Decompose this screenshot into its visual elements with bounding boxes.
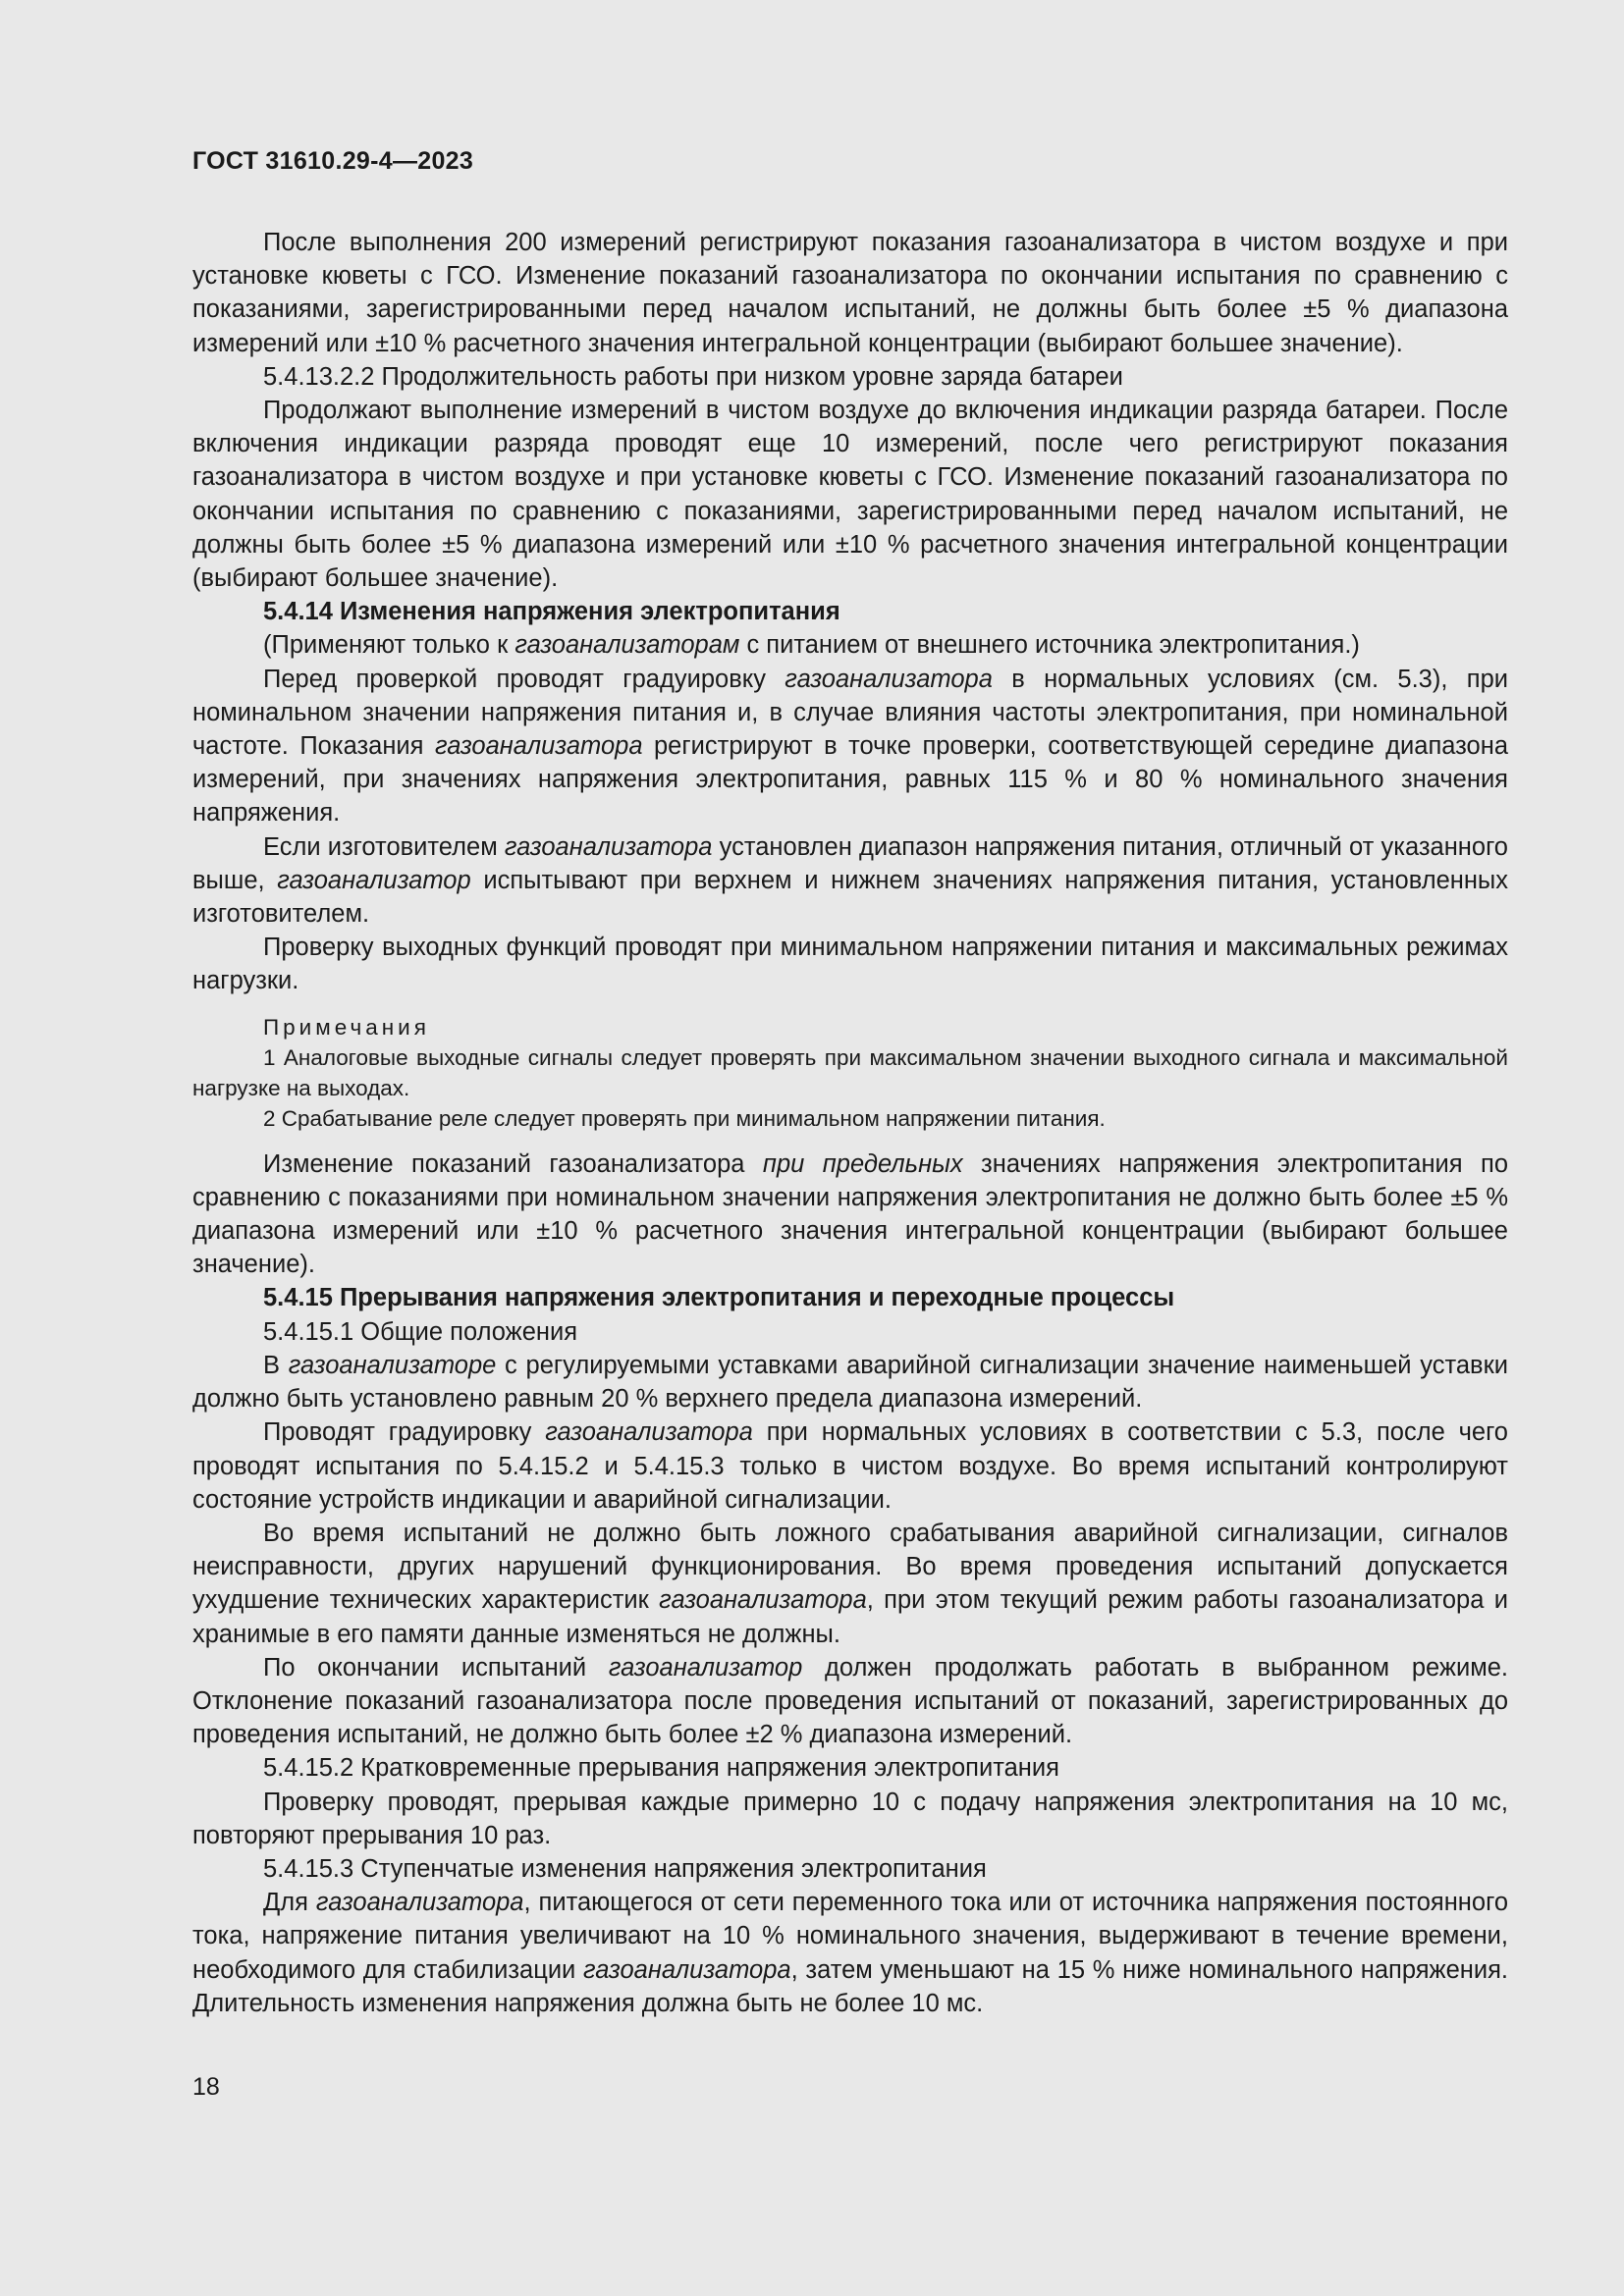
section-heading [192, 1315, 1508, 1349]
text-run: , затем уменьшают на 15 % ниже номинального напряжения. Длительность изменения напряжения должна быть не более 10 мс. [192, 1955, 1508, 2017]
text-run: 5.4.15.1 Общие положения [263, 1317, 578, 1346]
italic-term: газоанализатора [659, 1586, 867, 1615]
text-run: Если изготовителем [263, 832, 505, 861]
text-run: 5.4.15.2 Кратковременные прерывания напряжения электропитания [263, 1754, 1059, 1783]
italic-term: газоанализаторе [288, 1351, 497, 1379]
text-run: установлен диапазон напряжения питания, отличный от указанного выше, [192, 832, 1508, 894]
italic-term: газоанализаторам [514, 631, 740, 660]
note-item: 1 Аналоговые выходные сигналы следует проверять при максимальном значении выходного сигнала и максимальной нагрузке на выходах. [192, 1044, 1508, 1100]
italic-term: газоанализатора [583, 1955, 791, 1984]
text-run: значениях напряжения электропитания по сравнению с показаниями при номинальном значении напряжения электропитания не должно быть более ±5 % диапазона измерений или ±10 % расчетного значения интегральной концентрации (выбирают большее значение). [192, 1149, 1509, 1279]
document-header: ГОСТ 31610.29-4—2023 [192, 147, 474, 175]
text-run: , питающегося от сети переменного тока или от источника напряжения постоянного тока, напряжение питания увеличивают на 10 % номинального значения, выдерживают в течение времени, необходимого для стабилизации [192, 1889, 1508, 1984]
text-run: должен продолжать работать в выбранном режиме. Отклонение показаний газоанализатора после проведения испытаний от показаний, зарегистрированных до проведения испытаний, не должно быть более ±2 % диапазона измерений. [192, 1653, 1508, 1749]
body-paragraph [192, 1148, 1508, 1282]
section-heading [192, 1751, 1508, 1785]
text-run: (Применяют только к [263, 631, 515, 660]
body-paragraph [192, 1349, 1508, 1415]
text-run: 5.4.14 Изменения напряжения электропитания [263, 598, 840, 626]
italic-term: газоанализатора [315, 1889, 524, 1917]
page-number: 18 [192, 2073, 220, 2101]
text-run: Проверку выходных функций проводят при минимальном напряжении питания и максимальных режимах нагрузки. [192, 934, 1508, 995]
italic-term: газоанализатор [277, 866, 471, 894]
text-run: 5.4.15 Прерывания напряжения электропитания и переходные процессы [263, 1284, 1175, 1312]
body-paragraph [192, 1415, 1508, 1517]
body-paragraph [192, 394, 1508, 595]
body-paragraph [192, 1651, 1508, 1752]
body-paragraph [192, 1517, 1508, 1651]
text-run: 5.4.13.2.2 Продолжительность работы при низком уровне заряда батареи [263, 362, 1123, 391]
text-run: Во время испытаний не должно быть ложного срабатывания аварийной сигнализации, сигналов неисправности, других нарушений функционирования. Во время проведения испытаний допускается ухудшение технических характеристик [192, 1519, 1508, 1615]
text-run: Перед проверкой проводят градуировку [263, 665, 785, 693]
text-run: Проводят градуировку [263, 1418, 546, 1447]
text-run: с регулируемыми уставками аварийной сигнализации значение наименьшей уставки должно быть установлено равным 20 % верхнего предела диапазона измерений. [192, 1351, 1509, 1414]
text-run: Проверку проводят, прерывая каждые примерно 10 с подачу напряжения электропитания на 10 мс, повторяют прерывания 10 раз. [192, 1788, 1508, 1849]
text-run: регистрируют в точке проверки, соответствующей середине диапазона измерений, при значениях напряжения электропитания, равных 115 % и 80 % номинального значения напряжения. [192, 732, 1508, 828]
text-run: испытывают при верхнем и нижнем значениях напряжения питания, установленных изготовителем. [192, 866, 1508, 929]
body-paragraph [192, 931, 1508, 997]
text-run: с питанием от внешнего источника электропитания.) [739, 631, 1360, 660]
text-run: в нормальных условиях (см. 5.3), при номинальном значении напряжения питания и, в случае влияния частоты электропитания, при номинальной частоте. Показания [192, 665, 1508, 761]
text-run: 5.4.15.3 Ступенчатые изменения напряжения электропитания [263, 1854, 987, 1883]
text-run: Продолжают выполнение измерений в чистом воздухе до включения индикации разряда батареи. После включения индикации разряда проводят еще 10 измерений, после чего регистрируют показания газоанализатора в чистом воздухе и при установке кюветы с ГСО. Изменение показаний газоанализатора по окончании испытания по сравнению с показаниями, зарегистрированными перед началом испытаний, не должны быть более ±5 % диапазона измерений или ±10 % расчетного значения интегральной концентрации (выбирают большее значение). [192, 397, 1508, 593]
text-run: В [263, 1351, 289, 1379]
italic-term: газоанализатора [434, 732, 643, 761]
notes-title: Примечания [263, 1014, 430, 1040]
body-paragraph [192, 226, 1508, 360]
italic-term: газоанализатора [545, 1418, 753, 1447]
body-paragraph [192, 1786, 1508, 1852]
text-run: при нормальных условиях в соответствии с 5.3, после чего проводят испытания по 5.4.15.2 и 5.4.15.3 только в чистом воздухе. Во время испытаний контролируют состояние устройств индикации и аварийной сигнализации. [192, 1418, 1508, 1514]
text-run: После выполнения 200 измерений регистрируют показания газоанализатора в чистом воздухе и при установке кюветы с ГСО. Изменение показаний газоанализатора по окончании испытания по сравнению с показаниями, зарегистрированными перед началом испытаний, не должны быть более ±5 % диапазона измерений или ±10 % расчетного значения интегральной концентрации (выбирают большее значение). [192, 229, 1508, 357]
document-body [192, 226, 1508, 2020]
italic-term: газоанализатора [785, 665, 993, 693]
note-item: 2 Срабатывание реле следует проверять при минимальном напряжении питания. [263, 1105, 1106, 1131]
italic-term: при предельных [762, 1149, 963, 1178]
italic-term: газоанализатор [608, 1653, 803, 1682]
text-run: , при этом текущий режим работы газоанализатора и хранимые в его памяти данные изменяться не должны. [192, 1586, 1508, 1648]
body-paragraph [192, 830, 1508, 932]
text-run: По окончании испытаний [263, 1653, 609, 1682]
body-paragraph [192, 1886, 1508, 2020]
section-heading [192, 360, 1508, 394]
text-run: Для [263, 1889, 316, 1917]
body-paragraph [192, 663, 1508, 830]
section-heading [192, 628, 1508, 662]
text-run: Изменение показаний газоанализатора [263, 1149, 763, 1178]
notes-block [192, 1012, 1508, 1134]
italic-term: газоанализатора [504, 832, 713, 861]
section-heading [192, 1281, 1508, 1314]
section-heading [192, 1852, 1508, 1886]
section-heading [192, 595, 1508, 628]
